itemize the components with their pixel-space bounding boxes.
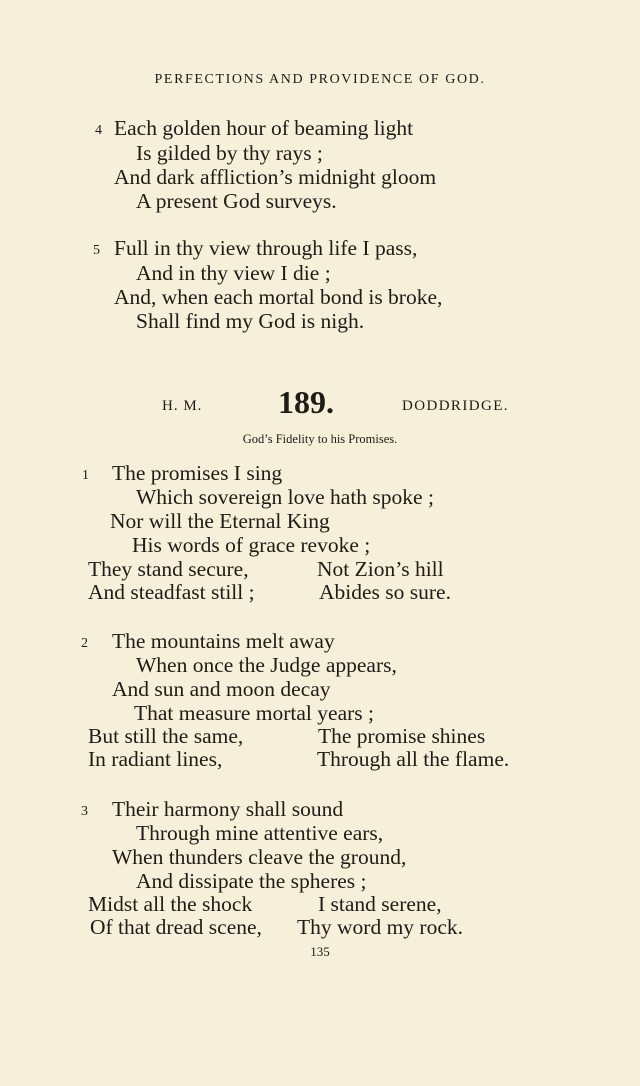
verse-line-left: In radiant lines, <box>88 747 223 771</box>
verse-line: When once the Judge appears, <box>136 653 397 677</box>
verse-line-left: Midst all the shock <box>88 892 253 916</box>
verse-line-right: Not Zion’s hill <box>317 557 444 581</box>
verse-line-right: Thy word my rock. <box>297 915 463 939</box>
verse-line-right: I stand serene, <box>318 892 442 916</box>
verse-line-left: But still the same, <box>88 724 244 748</box>
stanza-number: 3 <box>81 804 88 819</box>
verse-line: Through mine attentive ears, <box>136 821 384 845</box>
verse-line: And dark affliction’s midnight gloom <box>114 165 437 189</box>
verse-line: And sun and moon decay <box>112 677 331 701</box>
hymn-title: God’s Fidelity to his Promises. <box>242 432 398 446</box>
verse-line: That measure mortal years ; <box>134 701 374 725</box>
verse-line-left: They stand secure, <box>88 557 249 581</box>
verse-line: Is gilded by thy rays ; <box>136 141 323 165</box>
verse-line: The promises I sing <box>112 461 283 485</box>
verse-line: When thunders cleave the ground, <box>112 845 407 869</box>
verse-line: Which sovereign love hath spoke ; <box>136 485 434 509</box>
running-head: PERFECTIONS AND PROVIDENCE OF GOD. <box>154 72 486 87</box>
hymn-number: 189. <box>278 384 334 420</box>
verse-line: And, when each mortal bond is broke, <box>114 285 443 309</box>
verse-line: The mountains melt away <box>112 629 335 653</box>
verse-line: Each golden hour of beaming light <box>114 116 414 140</box>
hymn-author: DODDRIDGE. <box>402 398 509 414</box>
verse-line: Nor will the Eternal King <box>110 509 330 533</box>
stanza-number: 4 <box>95 123 102 138</box>
verse-line-left: Of that dread scene, <box>90 915 262 939</box>
verse-line: And dissipate the spheres ; <box>136 869 367 893</box>
verse-line-right: Abides so sure. <box>319 580 451 604</box>
stanza-number: 2 <box>81 636 88 651</box>
verse-line-right: The promise shines <box>318 724 486 748</box>
verse-line: Shall find my God is nigh. <box>136 309 365 333</box>
verse-line: And in thy view I die ; <box>136 261 331 285</box>
verse-line: Their harmony shall sound <box>112 797 344 821</box>
verse-line-right: Through all the flame. <box>317 747 510 771</box>
verse-line-left: And steadfast still ; <box>88 580 255 604</box>
page-number: 135 <box>310 944 330 959</box>
hymn-meter: H. M. <box>162 398 203 414</box>
stanza-number: 1 <box>82 468 89 483</box>
verse-line: A present God surveys. <box>136 189 337 213</box>
verse-line: His words of grace revoke ; <box>132 533 371 557</box>
verse-line: Full in thy view through life I pass, <box>114 236 418 260</box>
stanza-number: 5 <box>93 243 100 258</box>
